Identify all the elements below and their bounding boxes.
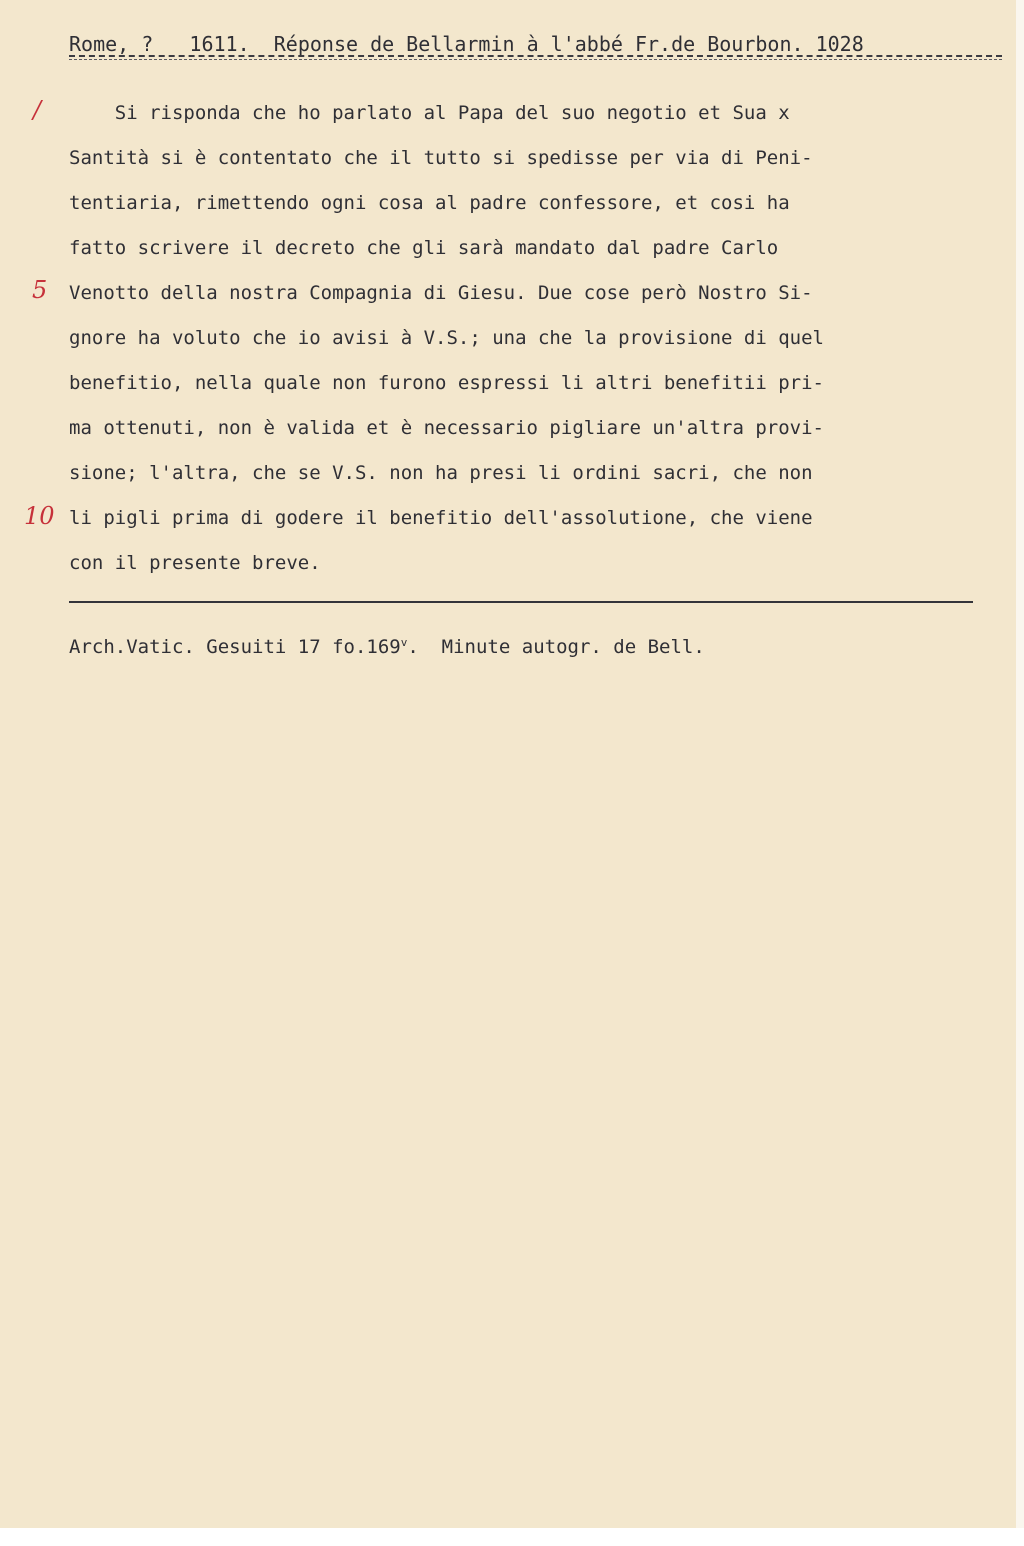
header-place: Rome, ? — [69, 32, 154, 56]
body-line: ma ottenuti, non è valida et è necessario pigliare un'altra provi- — [69, 417, 824, 439]
header-year: 1611. — [189, 32, 250, 56]
source-text: Arch.Vatic. Gesuiti 17 fo.169 — [69, 636, 401, 658]
separator-rule — [69, 601, 973, 603]
source-superscript: v — [400, 636, 408, 649]
body-line: Venotto della nostra Compagnia di Giesu. Due cose però Nostro Si- — [69, 282, 813, 304]
margin-line-number-1: / — [33, 96, 42, 124]
body-line: sione; l'altra, che se V.S. non ha presi li ordini sacri, che non — [69, 462, 813, 484]
page-edge-bottom — [0, 1528, 1024, 1546]
body-line: benefitio, nella quale non furono espressi li altri benefitii pri- — [69, 372, 824, 394]
header-number: 1028 — [815, 32, 864, 56]
source-suffix: . Minute autogr. de Bell. — [407, 636, 705, 658]
header-title: Réponse de Bellarmin à l'abbé Fr.de Bourbon. — [273, 32, 804, 56]
header-underline-secondary — [69, 59, 1002, 60]
body-line: Si risponda che ho parlato al Papa del suo negotio et Sua x — [69, 102, 790, 124]
body-line: gnore ha voluto che io avisi à V.S.; una che la provisione di quel — [69, 327, 824, 349]
source-citation — [69, 632, 969, 662]
page-edge-right — [1016, 0, 1024, 1528]
letter-body — [69, 91, 989, 586]
body-line: li pigli prima di godere il benefitio dell'assolutione, che viene — [69, 507, 813, 529]
margin-line-number-5: 5 — [32, 276, 48, 304]
margin-line-number-10: 10 — [24, 502, 55, 530]
header-underline — [69, 55, 1002, 57]
body-line: tentiaria, rimettendo ogni cosa al padre confessore, et cosi ha — [69, 192, 790, 214]
body-line: Santità si è contentato che il tutto si spedisse per via di Peni- — [69, 147, 813, 169]
body-line: fatto scrivere il decreto che gli sarà mandato dal padre Carlo — [69, 237, 779, 259]
body-line: con il presente breve. — [69, 552, 321, 574]
